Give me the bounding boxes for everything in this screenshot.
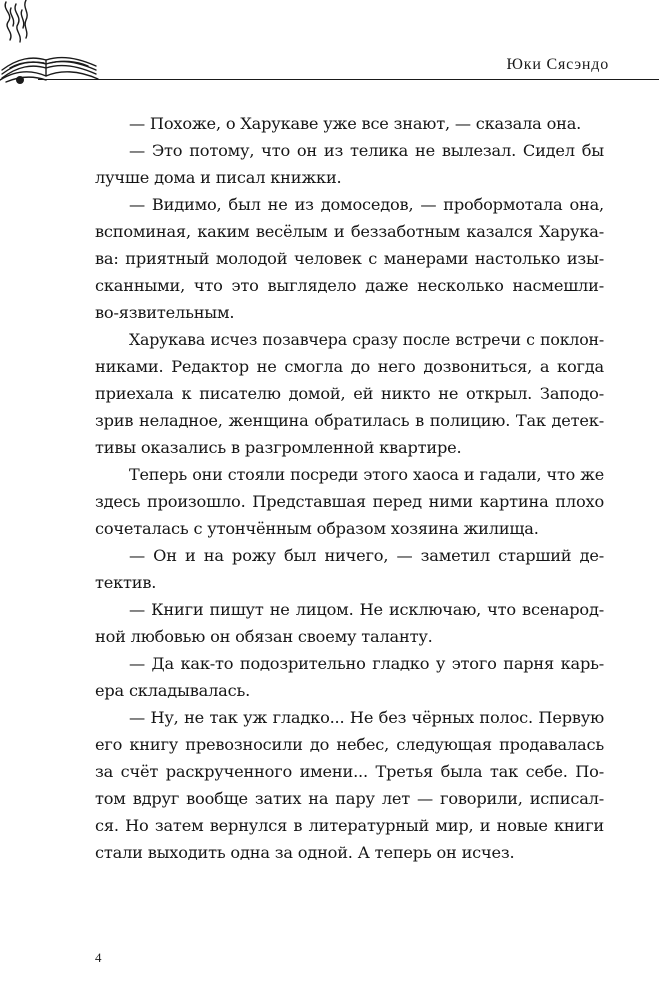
text-line: — Книги пишут не лицом. Не исключаю, что всенарод- <box>129 600 604 619</box>
text-line: зрив неладное, женщина обратилась в полицию. Так детек- <box>95 411 604 430</box>
text-line: никами. Редактор не смогла до него дозвониться, а когда <box>95 357 604 376</box>
text-line: — Ну, не так уж гладко... Не без чёрных полос. Первую <box>129 708 604 727</box>
text-line: здесь произошло. Представшая перед ними картина плохо <box>95 492 604 511</box>
text-line: Харукава исчез позавчера сразу после встречи с поклон- <box>129 330 604 349</box>
book-ornament <box>16 76 24 84</box>
text-line: — Да как-то подозрительно гладко у этого парня карь- <box>129 654 604 673</box>
text-line: ва: приятный молодой человек с манерами настолько изы- <box>95 249 604 268</box>
text-line: лучше дома и писал книжки. <box>95 168 342 187</box>
text-line: ной любовью он обязан своему таланту. <box>95 627 433 646</box>
text-line: Теперь они стояли посреди этого хаоса и гадали, что же <box>129 465 604 484</box>
text-line: приехала к писателю домой, ей никто не открыл. Заподо- <box>95 384 604 403</box>
header-rule <box>38 79 659 80</box>
text-line: — Это потому, что он из телика не вылезал. Сидел бы <box>129 141 604 160</box>
text-line: — Он и на рожу был ничего, — заметил старший де- <box>129 546 604 565</box>
text-line: — Видимо, был не из домоседов, — пробормотала она, <box>129 195 604 214</box>
text-line: том вдруг вообще затих на пару лет — говорили, исписал- <box>95 789 604 808</box>
text-line: во-язвительным. <box>95 303 235 322</box>
text-line: ся. Но затем вернулся в литературный мир, и новые книги <box>95 816 604 835</box>
text-line: вспоминая, каким весёлым и беззаботным казался Харука- <box>95 222 604 241</box>
text-line: тектив. <box>95 573 157 592</box>
page-number: 4 <box>95 950 102 965</box>
text-line: его книгу превозносили до небес, следующая продавалась <box>95 735 604 754</box>
text-line: — Похоже, о Харукаве уже все знают, — сказала она. <box>129 114 582 133</box>
text-line: сканными, что это выглядело даже несколько насмешли- <box>95 276 604 295</box>
text-line: за счёт раскрученного имени... Третья была так себе. По- <box>95 762 604 781</box>
running-head-author: Юки Сясэндо <box>506 56 609 73</box>
body-text <box>95 110 604 866</box>
text-line: ера складывалась. <box>95 681 251 700</box>
text-line: тивы оказались в разгромленной квартире. <box>95 438 462 457</box>
text-line: сочеталась с утончённым образом хозяина жилища. <box>95 519 539 538</box>
text-line: стали выходить одна за одной. А теперь он исчез. <box>95 843 515 862</box>
open-book-with-smoke-icon <box>0 0 100 84</box>
